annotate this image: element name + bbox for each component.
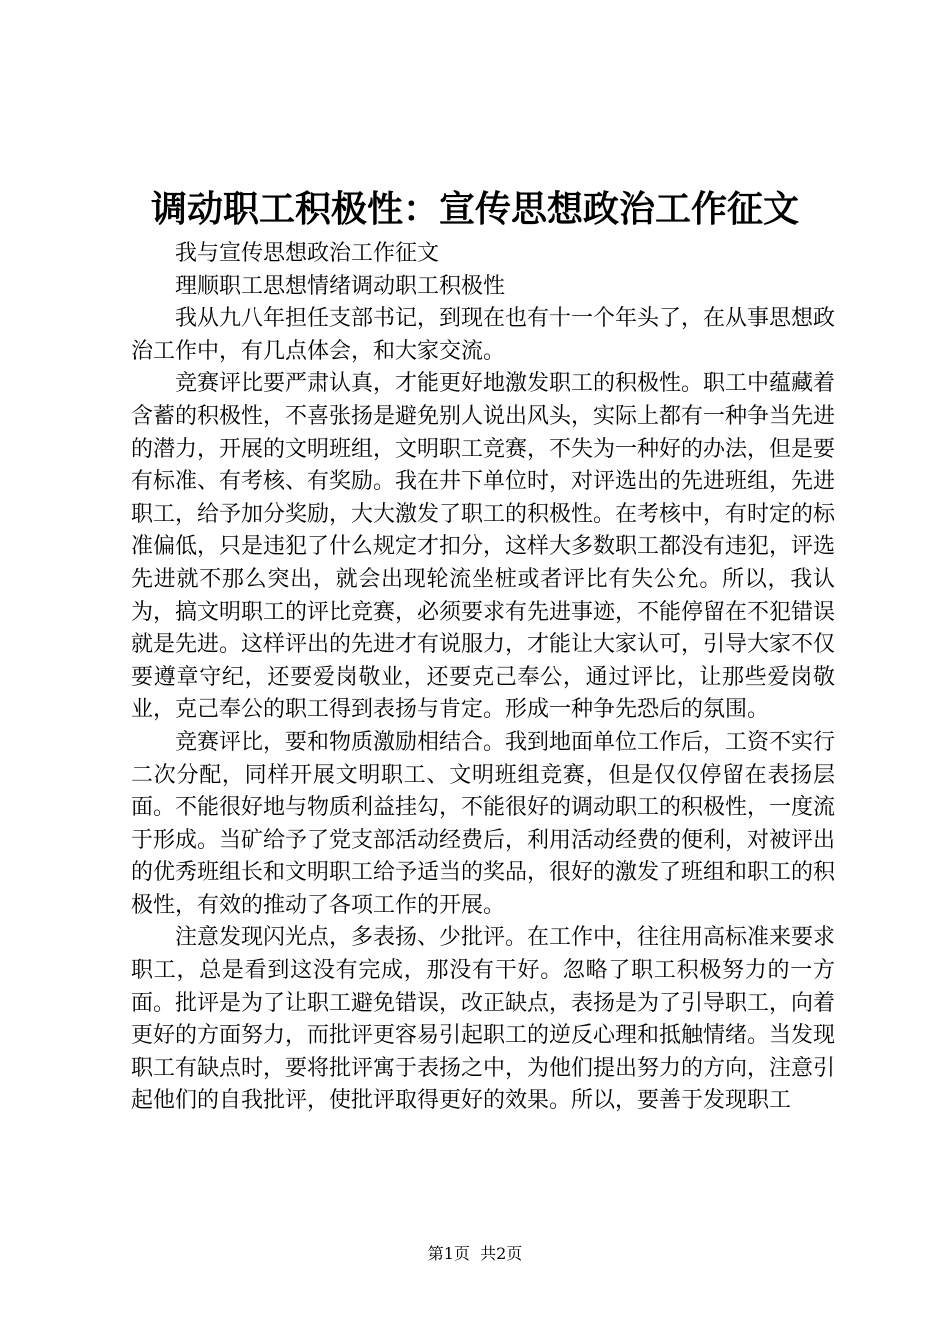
document-title: 调动职工积极性：宣传思想政治工作征文 [150, 188, 799, 230]
page-footer [0, 1244, 950, 1264]
subtitle-line: 理顺职工思想情绪调动职工积极性 [175, 273, 506, 299]
body-paragraph: 我从九八年担任支部书记，到现在也有十一个年头了，在从事思想政治工作中，有几点体会，和大家交流。 [131, 306, 836, 364]
document-body [131, 238, 835, 1118]
subtitle-line: 我与宣传思想政治工作征文 [175, 241, 440, 266]
page-number: 第1页 共2页 [427, 1244, 523, 1263]
body-paragraph: 竞赛评比要严肃认真，才能更好地激发职工的积极性。职工中蕴藏着含蓄的积极性，不喜张扬是避免别人说出风头，实际上都有一种争当先进的潜力，开展的文明班组，文明职工竞赛，不失为一种好的办法，但是要有标准、有考核、有奖励。我在井下单位时，对评选出的先进班组，先进职工，给予加分奖励，大大激发了职工的积极性。在考核中，有时定的标准偏低，只是违犯了什么规定才扣分，这样大多数职工都没有违犯，评选先进就不那么突出，就会出现轮流坐桩或者评比有失公允。所以，我认为，搞文明职工的评比竞赛，必须要求有先进事迹，不能停留在不犯错误就是先进。这样评出的先进才有说服力，才能让大家认可，引导大家不仅要遵章守纪，还要爱岗敬业，还要克己奉公，通过评比，让那些爱岗敬业，克己奉公的职工得到表扬与肯定。形成一种争先恐后的氛围。 [131, 371, 836, 723]
body-paragraph: 竞赛评比，要和物质激励相结合。我到地面单位工作后，工资不实行二次分配，同样开展文明职工、文明班组竞赛，但是仅仅停留在表扬层面。不能很好地与物质利益挂勾，不能很好的调动职工的积极性，一度流于形成。当矿给予了党支部活动经费后，利用活动经费的便利，对被评出的优秀班组长和文明职工给予适当的奖品，很好的激发了班组和职工的积极性，有效的推动了各项工作的开展。 [131, 729, 836, 918]
body-paragraph: 注意发现闪光点，多表扬、少批评。在工作中，往往用高标准来要求职工，总是看到这没有完成，那没有干好。忽略了职工积极努力的一方面。批评是为了让职工避免错误，改正缺点，表扬是为了引导职工，向着更好的方面努力，而批评更容易引起职工的逆反心理和抵触情绪。当发现职工有缺点时，要将批评寓于表扬之中，为他们提出努力的方向，注意引起他们的自我批评，使批评取得更好的效果。所以，要善于发现职工 [131, 925, 836, 1114]
